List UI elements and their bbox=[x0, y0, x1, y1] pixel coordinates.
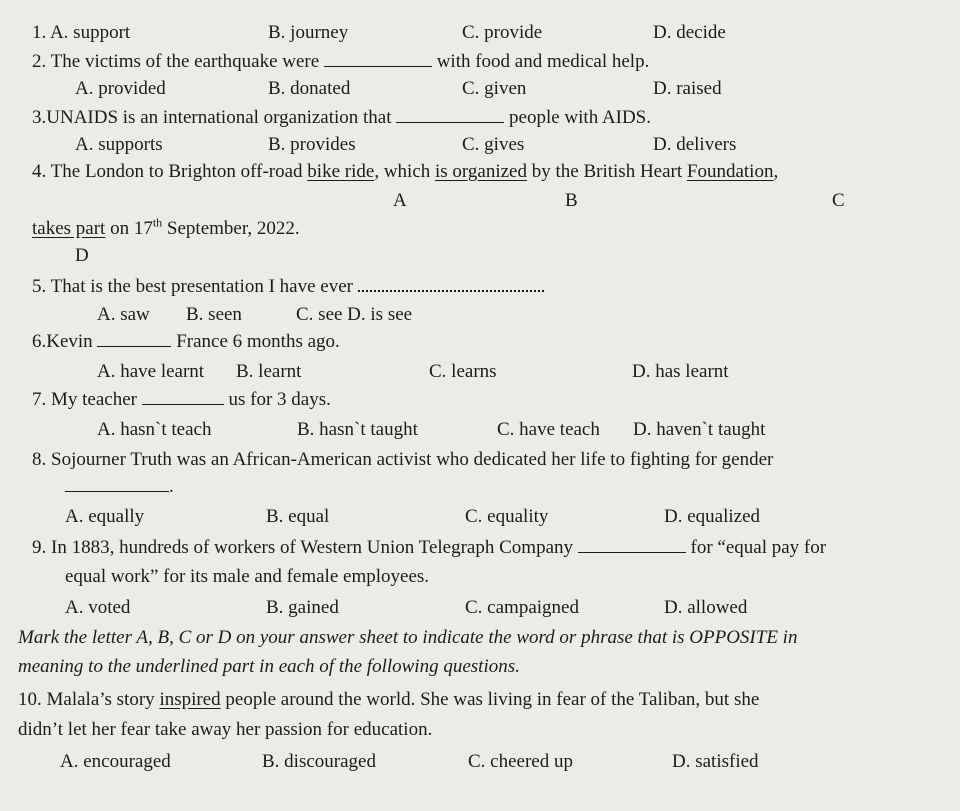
q9-stem bbox=[32, 537, 826, 559]
q3-option-d: D. delivers bbox=[653, 134, 737, 155]
q10-option-c: C. cheered up bbox=[468, 751, 573, 772]
q8-option-b: B. equal bbox=[266, 506, 330, 527]
q8-option-d: D. equalized bbox=[664, 506, 761, 527]
q1-option-d: D. decide bbox=[653, 22, 726, 43]
q3-blank bbox=[396, 107, 504, 123]
q5-option-a: A. saw bbox=[97, 304, 150, 325]
q5-stem bbox=[32, 275, 544, 298]
q4-marker-d: D bbox=[75, 245, 89, 266]
q9-stem-line2: equal work” for its male and female employees. bbox=[65, 566, 430, 587]
q7-option-d: D. haven`t taught bbox=[633, 419, 766, 440]
q1-option-a: 1. A. support bbox=[32, 22, 131, 43]
q4-text: 4. The London to Brighton off-road bbox=[32, 161, 308, 182]
q3-stem-end: people with AIDS. bbox=[509, 107, 651, 128]
q4-underline-a: bike ride bbox=[307, 161, 375, 182]
q10-text: people around the world. She was living in fear of the Taliban, but she bbox=[220, 689, 760, 710]
q10-stem-line2: didn’t let her fear take away her passion for education. bbox=[18, 719, 433, 740]
q4-marker-b: B bbox=[565, 190, 578, 211]
q6-stem bbox=[32, 331, 340, 353]
q2-option-d: D. raised bbox=[653, 78, 722, 99]
q4-underline-b: is organized bbox=[435, 161, 527, 182]
q8-option-a: A. equally bbox=[65, 506, 145, 527]
q6-option-b: B. learnt bbox=[236, 361, 302, 382]
q7-option-a: A. hasn`t teach bbox=[97, 419, 212, 440]
q4-underline-d: takes part bbox=[32, 218, 106, 239]
q10-option-d: D. satisfied bbox=[672, 751, 759, 772]
q3-stem bbox=[32, 107, 651, 129]
q10-option-b: B. discouraged bbox=[262, 751, 376, 772]
q4-text: , bbox=[773, 161, 779, 182]
q3-option-b: B. provides bbox=[268, 134, 356, 155]
q9-stem-start: 9. In 1883, hundreds of workers of Western Union Telegraph Company bbox=[32, 537, 573, 558]
q9-option-c: C. campaigned bbox=[465, 597, 579, 618]
q2-blank bbox=[324, 51, 432, 67]
q8-blank bbox=[65, 476, 169, 492]
q3-stem-start: 3.UNAIDS is an international organization that bbox=[32, 107, 392, 128]
q4-underline-c: Foundation bbox=[686, 161, 774, 182]
q6-option-c: C. learns bbox=[429, 361, 497, 382]
q9-stem-mid: for “equal pay for bbox=[690, 537, 827, 558]
q7-option-c: C. have teach bbox=[497, 419, 600, 440]
q5-stem-text: 5. That is the best presentation I have ever bbox=[32, 276, 353, 297]
q9-blank bbox=[578, 537, 686, 553]
q8-option-c: C. equality bbox=[465, 506, 549, 527]
q8-stem: 8. Sojourner Truth was an African-American activist who dedicated her life to fighting for gender bbox=[32, 449, 774, 470]
q7-blank bbox=[142, 389, 224, 405]
q4-stem bbox=[32, 161, 778, 183]
q3-option-a: A. supports bbox=[75, 134, 163, 155]
q5-option-cd: C. see D. is see bbox=[296, 304, 413, 325]
q1-option-c: C. provide bbox=[462, 22, 543, 43]
q7-stem-end: us for 3 days. bbox=[228, 389, 331, 410]
q6-stem-start: 6.Kevin bbox=[32, 331, 93, 352]
q2-stem-end: with food and medical help. bbox=[436, 51, 650, 72]
q7-option-b: B. hasn`t taught bbox=[297, 419, 418, 440]
q5-blank bbox=[358, 275, 544, 292]
q9-option-a: A. voted bbox=[65, 597, 131, 618]
q6-blank bbox=[97, 331, 171, 347]
q4-text: September, 2022. bbox=[162, 218, 300, 239]
q2-option-c: C. given bbox=[462, 78, 527, 99]
q4-text: , which bbox=[374, 161, 435, 182]
q4-text: by the British Heart bbox=[527, 161, 687, 182]
q4-marker-c: C bbox=[832, 190, 845, 211]
q10-option-a: A. encouraged bbox=[60, 751, 171, 772]
q10-text: 10. Malala’s story bbox=[18, 689, 160, 710]
q3-option-c: C. gives bbox=[462, 134, 525, 155]
q8-stem-end: . bbox=[169, 476, 174, 497]
q2-stem-start: 2. The victims of the earthquake were bbox=[32, 51, 320, 72]
q9-option-d: D. allowed bbox=[664, 597, 748, 618]
q2-option-a: A. provided bbox=[75, 78, 166, 99]
q5-option-b: B. seen bbox=[186, 304, 242, 325]
q4-stem-line2 bbox=[32, 215, 300, 240]
q2-option-b: B. donated bbox=[268, 78, 351, 99]
q1-option-b: B. journey bbox=[268, 22, 349, 43]
q7-stem-start: 7. My teacher bbox=[32, 389, 137, 410]
instruction-line-1: Mark the letter A, B, C or D on your answer sheet to indicate the word or phrase that is OPPOSITE in bbox=[18, 627, 798, 648]
q10-stem bbox=[18, 689, 759, 711]
q8-stem-line2 bbox=[65, 476, 174, 498]
q2-stem bbox=[32, 51, 649, 73]
q4-superscript: th bbox=[152, 215, 163, 230]
instruction-line-2: meaning to the underlined part in each of the following questions. bbox=[18, 656, 520, 677]
q6-option-a: A. have learnt bbox=[97, 361, 205, 382]
q10-underline: inspired bbox=[159, 689, 221, 710]
q7-stem bbox=[32, 389, 331, 411]
q4-marker-a: A bbox=[393, 190, 407, 211]
q6-stem-end: France 6 months ago. bbox=[176, 331, 340, 352]
q9-option-b: B. gained bbox=[266, 597, 339, 618]
q6-option-d: D. has learnt bbox=[632, 361, 729, 382]
q4-text: on 17 bbox=[105, 218, 153, 239]
